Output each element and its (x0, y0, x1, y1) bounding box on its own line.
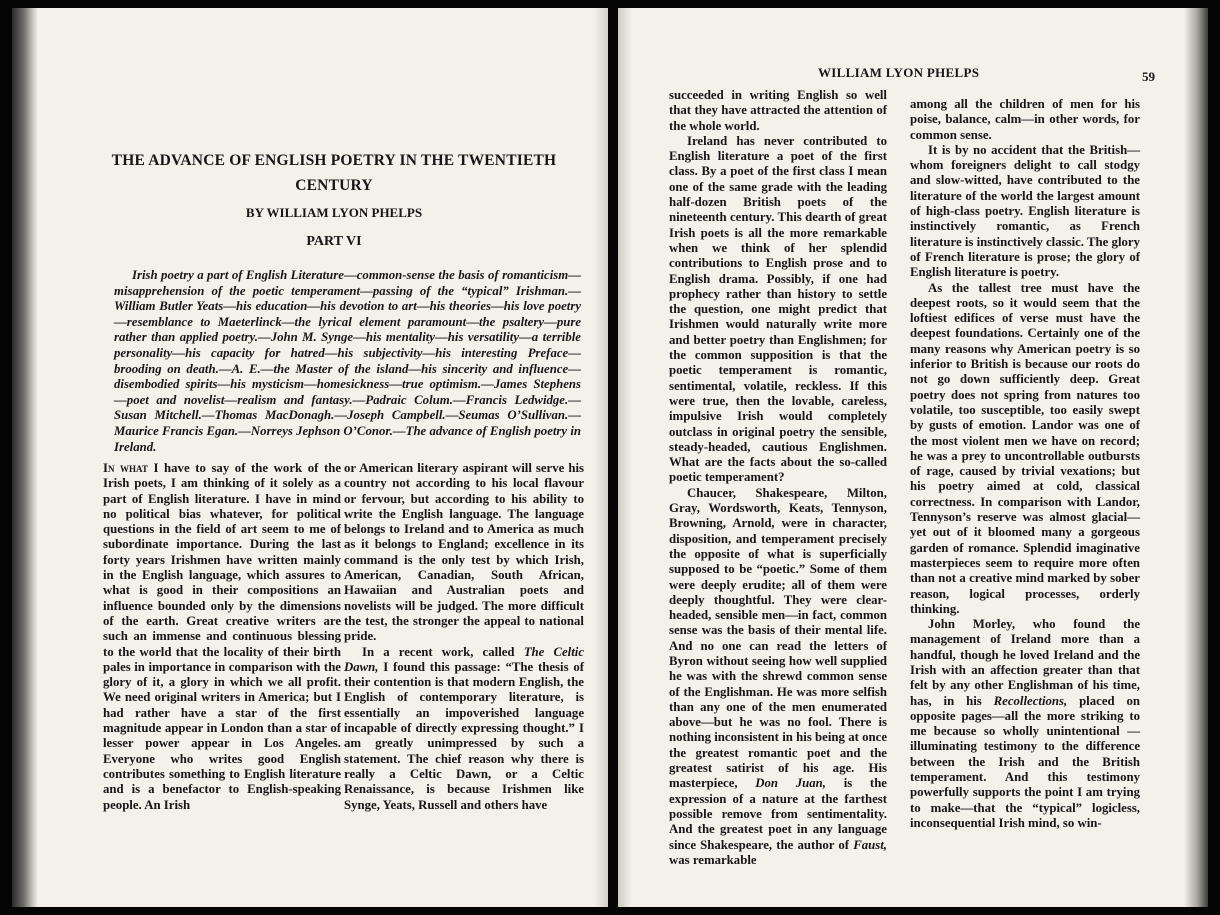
running-head: WILLIAM LYON PHELPS (818, 65, 980, 80)
book-title-italic: Don Juan, (755, 776, 826, 791)
article-title: THE ADVANCE OF ENGLISH POETRY IN THE TWENTIETH CENTURY (111, 152, 557, 194)
paragraph-text: Chaucer, Shakespeare, Milton, Gray, Wordsworth, Keats, Tennyson, Browning, Arnold, were in character, disposition, and temperament precisely the opposite of what is superficially supposed to be “poetic.” Some of them were deeply erudite; all of them were deeply thoughtful. They were clear-headed, sensible men—in fact, common sense was the basis of their mental life. And no one can read the letters of Byron without seeing how well supplied he was with the shrewd common sense of the Englishman. He was more selfish than any one of the men enumerated above—but he was no fool. There is nothing inconsistent in his being at once the greatest romantic poet and the greatest satirist of his age. His masterpiece, (669, 485, 887, 791)
body-paragraph: As the tallest tree must have the deepest roots, so it would seem that the loftiest edifices of verse must have the deepest foundations. Certainly one of the many reasons why American poetry is so inferior to British is because our roots do not go down sufficiently deep. Great poetry does not spring from natures too volatile, too susceptible, too easily swept by gusts of emotion. Landor was one of the most violent men we have on record; he was a prey to uncontrollable outbursts of rage, caused by trivial vexations; but his poetry aimed at cold, classical correctness. In comparison with Landor, Tennyson’s reserve was almost glacial—yet out of it bloomed many a gorgeous garden of romance. Splendid imaginative masterpieces seem to require more often than not a creative mind marked by sober reason, logical processes, orderly thinking. (910, 280, 1140, 616)
left-page (12, 8, 608, 907)
synopsis-paragraph: Irish poetry a part of English Literature—common-sense the basis of romanticism—misapprehension of the poetic temperament—passing of the “typical” Irishman.—William Butler Yeats—his education—his devotion to art—his theories—his love poetry—resemblance to Maeterlinck—the lyrical element paramount—the psaltery—pure rather than applied poetry.—John M. Synge—his mentality—his versatility—a terrible personality—his capacity for hatred—his subjectivity—his interesting Preface—brooding on death.—A. E.—the Master of the island—his sincerity and influence—disembodied spirits—his mysticism—homesickness—true optimism.—James Stephens—poet and novelist—realism and fantasy.—Padraic Colum.—Francis Ledwidge.—Susan Mitchell.—Thomas MacDonagh.—Joseph Campbell.—Seumas O’Sullivan.—Maurice Francis Egan.—Norreys Jephson O’Conor.—The advance of English poetry in Ireland. (114, 268, 581, 454)
paragraph-text: placed on opposite pages—all the more striking to me because so wholly unintentional — illuminating testimony to the difference between the Irish and the British temperament. And this testimony powerfully supports the point I am trying to make—that the “typical” logicless, inconsequential Irish mind, so win- (910, 693, 1140, 830)
book-title-italic: Faust, (853, 837, 887, 852)
right-page (618, 8, 1208, 907)
right-page-column-2 (910, 97, 1140, 831)
body-paragraph: Ireland has never contributed to English literature a poet of the first class. By a poet of the first class I mean one of the same grade with the leading half-dozen British poets of the nineteenth century. This dearth of great Irish poets is all the more remarkable when we think of her splendid contributions to English prose and to English drama. Possibly, if one had prophecy rather than history to settle the question, one might predict that Irishmen would naturally write more and better poetry than Englishmen; for the common supposition is that the poetic temperament is romantic, sentimental, volatile, reckless. If this were true, then the lovable, careless, impulsive Irish would completely outclass in original poetry the sensible, steady-headed, cautious Englishmen. What are the facts about the so-called poetic temperament? (669, 133, 887, 485)
body-paragraph (103, 461, 341, 813)
body-paragraph (669, 486, 887, 868)
paragraph-text: I have to say of the work of the Irish poets, I am thinking of it solely as a part of English literature. I have in mind no political bias whatever, for political questions in the field of art seem to me of subordinate importance. During the last forty years Irishmen have written mainly in the English language, which assures to what is good in their compositions an influence bounded only by the dimensions of the earth. Great creative writers are such an immense and continuous blessing to the world that the locality of their birth pales in importance in comparison with the glory of it, a glory in which we all profit. We need original writers in America; but I had rather have a star of the first magnitude appear in London than a star of lesser power appear in Los Angeles. Everyone who writes good English contributes something to English literature and is a benefactor to English-speaking people. An Irish (103, 461, 342, 812)
left-page-column-1 (103, 461, 341, 813)
body-paragraph (910, 617, 1140, 831)
paragraph-text: In a recent work, called (362, 644, 524, 659)
paragraph-text: John Morley, who found the management of Ireland more than a handful, though he loved Ireland and the Irish with an affection greater than that felt by any other Englishman of his time, has, in his (910, 617, 1140, 708)
body-paragraph: among all the children of men for his poise, balance, calm—in other words, for common sense. (910, 97, 1140, 142)
paragraph-text: is the expression of a nature at the farthest possible remove from sentimentality. And the greatest poet in any language since Shakespeare, the author of (669, 776, 887, 852)
page-number: 59 (1142, 69, 1155, 84)
body-paragraph: succeeded in writing English so well that they have attracted the attention of the whole world. (669, 88, 887, 133)
body-paragraph (344, 645, 584, 813)
body-paragraph: It is by no accident that the British—whom foreigners delight to call stodgy and slow-witted, have contributed to the literature of the world the largest amount of high-class poetry. English literature is instinctively romantic, as French literature is instinctively classic. The glory of French literature is prose; the glory of English literature is poetry. (910, 142, 1140, 280)
opening-small-caps: In what (103, 461, 148, 475)
article-byline: BY WILLIAM LYON PHELPS (245, 205, 423, 220)
book-title-italic: The Celtic Dawn, (344, 644, 585, 674)
part-heading: PART VI (306, 234, 362, 249)
paragraph-text: was remarkable (669, 852, 757, 867)
book-title-italic: Recollections, (993, 693, 1068, 708)
body-paragraph: or American literary aspirant will serve his country not according to his local flavour or fervour, but according to his ability to write the English language. The language belongs to Ireland and to America as much as it belongs to England; excellence in its command is the only test by which Irish, American, Canadian, South African, Hawaiian and Australian poets and novelists will be judged. The more difficult the test, the stronger the appeal to national pride. (344, 461, 584, 644)
left-page-column-2 (344, 461, 584, 813)
right-page-column-1 (669, 88, 887, 868)
paragraph-text: I found this passage: “The thesis of their contention is that modern English, the English of contemporary literature, is essentially an impoverished language incapable of directly expressing thought.” I am greatly unimpressed by such a statement. The chief reason why there is really a Celtic Dawn, or a Celtic Renaissance, is because Irishmen like Synge, Yeats, Russell and others have (344, 659, 584, 812)
